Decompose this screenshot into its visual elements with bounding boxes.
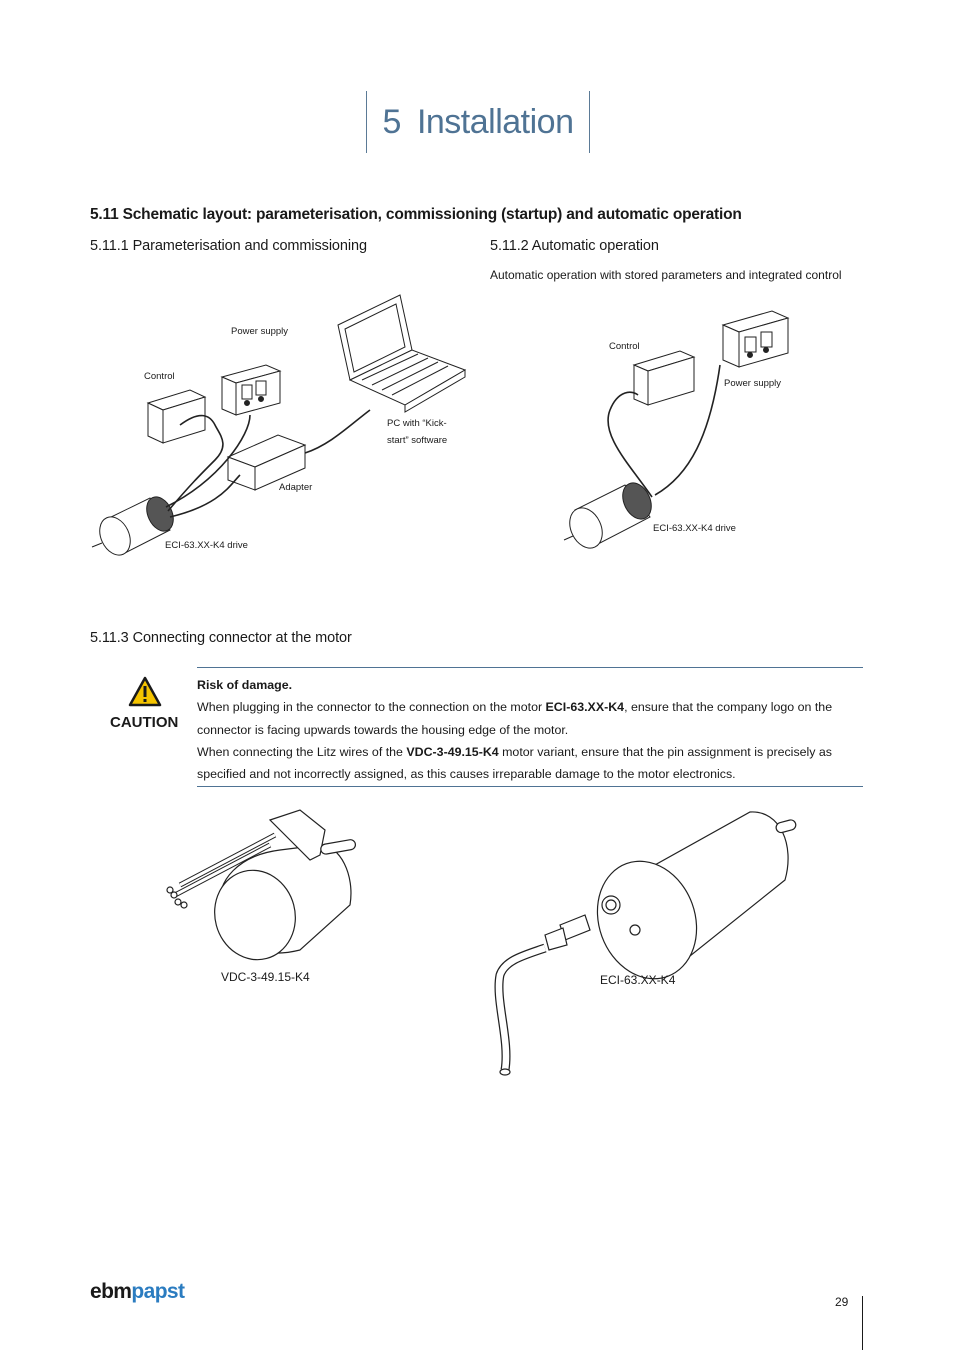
sub1-heading: 5.11.1 Parameterisation and commissioning [90, 238, 367, 254]
p1-text-b: , ensure that the company logo on the connector is facing upwards towards the housing edge of the motor. [197, 700, 833, 737]
section-heading: 5.11 Schematic layout: parameterisation, commissioning (startup) and automatic operation [90, 206, 742, 223]
logo-ebm: ebm [90, 1280, 132, 1303]
caution-top-rule [197, 667, 863, 668]
label-control-1: Control [144, 371, 175, 382]
chapter-title [366, 91, 590, 153]
sub2-description: Automatic operation with stored parameters and integrated control [490, 268, 842, 282]
warning-icon [128, 676, 162, 708]
label-adapter: Adapter [279, 482, 313, 493]
p2-bold: VDC-3-49.15-K4 [406, 744, 499, 759]
control-box [634, 351, 694, 405]
page-number-rule [862, 1296, 863, 1350]
caution-paragraph-2 [197, 741, 857, 786]
motor-drive [564, 478, 657, 553]
label-drive-1: ECI-63.XX-K4 drive [165, 540, 248, 551]
risk-title: Risk of damage. [197, 678, 293, 692]
eci-motor-illustration [485, 800, 805, 1085]
sub2-heading: 5.11.2 Automatic operation [490, 238, 659, 254]
caution-text [197, 674, 857, 785]
power-supply-box [723, 311, 788, 367]
label-eci-motor: ECI-63.XX-K4 [600, 973, 676, 987]
power-supply-box [222, 365, 280, 415]
ebmpapst-logo [90, 1280, 184, 1304]
vdc-motor-illustration [160, 800, 370, 970]
p1-bold: ECI-63.XX-K4 [545, 700, 625, 715]
caution-bottom-rule [197, 786, 863, 787]
logo-papst: papst [131, 1280, 185, 1303]
chapter-number: 5 [382, 102, 401, 141]
label-drive-2: ECI-63.XX-K4 drive [653, 523, 736, 534]
p2-text-a: When connecting the Litz wires of the [197, 744, 407, 759]
p2-text-b: motor variant, ensure that the pin assignment is precisely as specified and not incorrectly assigned, as this causes irreparable damage to the motor electronics. [197, 744, 833, 782]
caution-paragraph-1 [197, 696, 857, 741]
label-control-2: Control [609, 341, 640, 352]
laptop [338, 295, 465, 412]
label-pc-line1: PC with “Kick- [387, 418, 447, 429]
p1-text-a: When plugging in the connector to the connection on the motor [197, 700, 546, 715]
label-power-supply-2: Power supply [724, 378, 782, 389]
page-number: 29 [835, 1295, 849, 1309]
sub3-heading: 5.11.3 Connecting connector at the motor [90, 630, 352, 646]
label-power-supply-1: Power supply [231, 326, 289, 337]
label-vdc-motor: VDC-3-49.15-K4 [221, 970, 310, 984]
caution-label: CAUTION [110, 714, 179, 731]
chapter-name: Installation [416, 102, 574, 141]
label-pc-line2: start” software [387, 435, 448, 446]
